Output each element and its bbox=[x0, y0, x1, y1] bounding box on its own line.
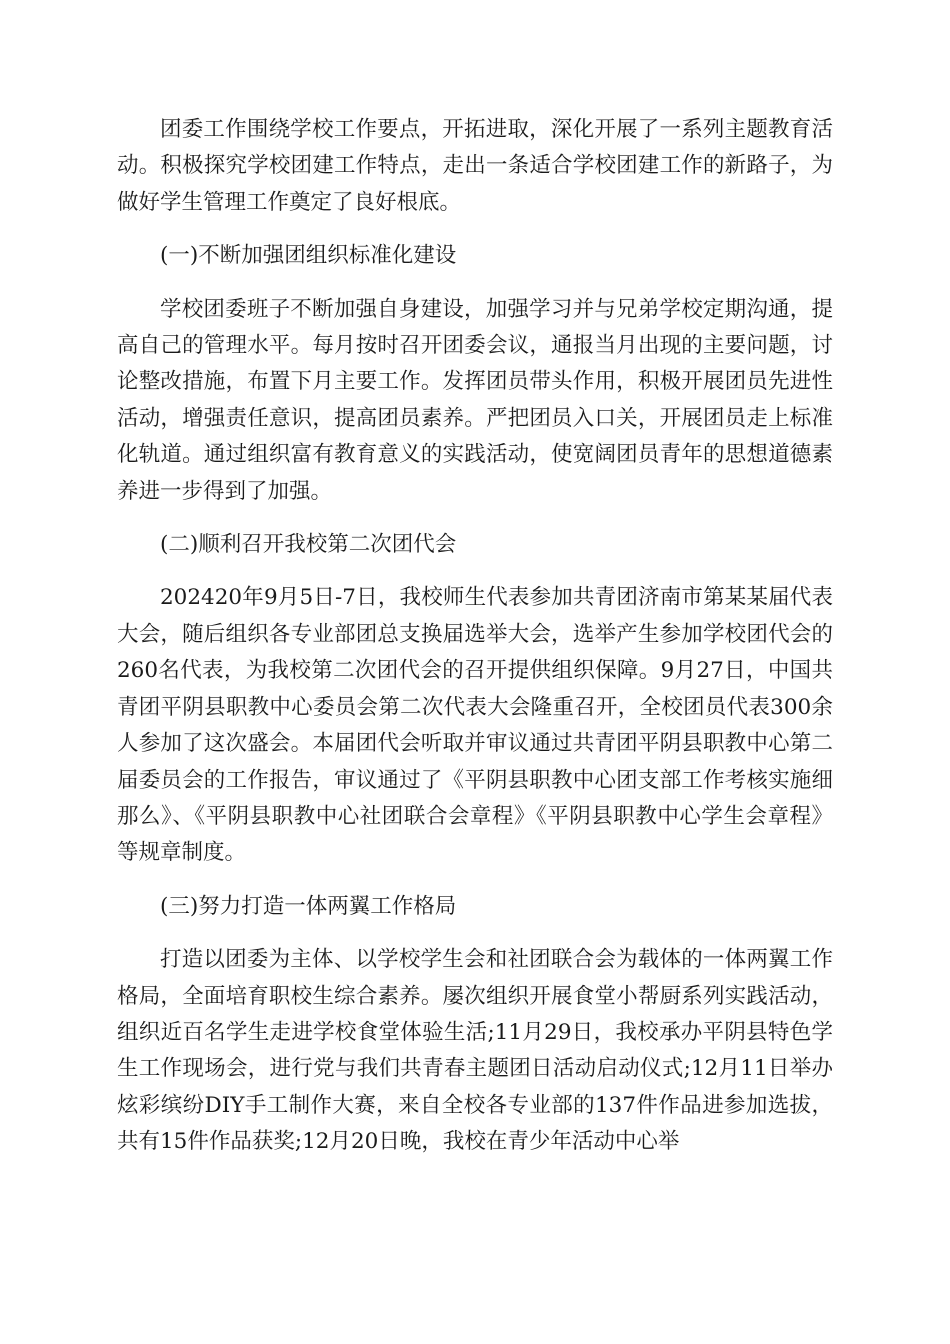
document-body bbox=[117, 112, 833, 1178]
paragraph-section-3: 打造以团委为主体、以学校学生会和社团联合会为载体的一体两翼工作格局，全面培育职校生综合素养。屡次组织开展食堂小帮厨系列实践活动，组织近百名学生走进学校食堂体验生活;11月29日，我校承办平阴县特色学生工作现场会，进行党与我们共青春主题团日活动启动仪式;12月11日举办炫彩缤纷DIY手工制作大赛，来自全校各专业部的137件作品进参加选拔，共有15件作品获奖;12月20日晚，我校在青少年活动中心举 bbox=[117, 947, 833, 1155]
section-heading-3: (三)努力打造一体两翼工作格局 bbox=[160, 893, 457, 919]
section-heading-2: (二)顺利召开我校第二次团代会 bbox=[160, 532, 457, 558]
paragraph-intro: 团委工作围绕学校工作要点，开拓进取，深化开展了一系列主题教育活动。积极探究学校团建工作特点，走出一条适合学校团建工作的新路子，为做好学生管理工作奠定了良好根底。 bbox=[117, 117, 833, 215]
paragraph-section-1: 学校团委班子不断加强自身建设，加强学习并与兄弟学校定期沟通，提高自己的管理水平。每月按时召开团委会议，通报当月出现的主要问题，讨论整改措施，布置下月主要工作。发挥团员带头作用，积极开展团员先进性活动，增强责任意识，提高团员素养。严把团员入口关，开展团员走上标准化轨道。通过组织富有教育意义的实践活动，使宽阔团员青年的思想道德素养进一步得到了加强。 bbox=[117, 296, 833, 504]
section-heading-1: (一)不断加强团组织标准化建设 bbox=[160, 243, 457, 269]
paragraph-section-2: 202420年9月5日-7日，我校师生代表参加共青团济南市第某某届代表大会，随后组织各专业部团总支换届选举大会，选举产生参加学校团代会的260名代表，为我校第二次团代会的召开提供组织保障。9月27日，中国共青团平阴县职教中心委员会第二次代表大会隆重召开，全校团员代表300余人参加了这次盛会。本届团代会听取并审议通过共青团平阴县职教中心第二届委员会的工作报告，审议通过了《平阴县职教中心团支部工作考核实施细那么》、《平阴县职教中心社团联合会章程》《平阴县职教中心学生会章程》等规章制度。 bbox=[117, 585, 833, 866]
